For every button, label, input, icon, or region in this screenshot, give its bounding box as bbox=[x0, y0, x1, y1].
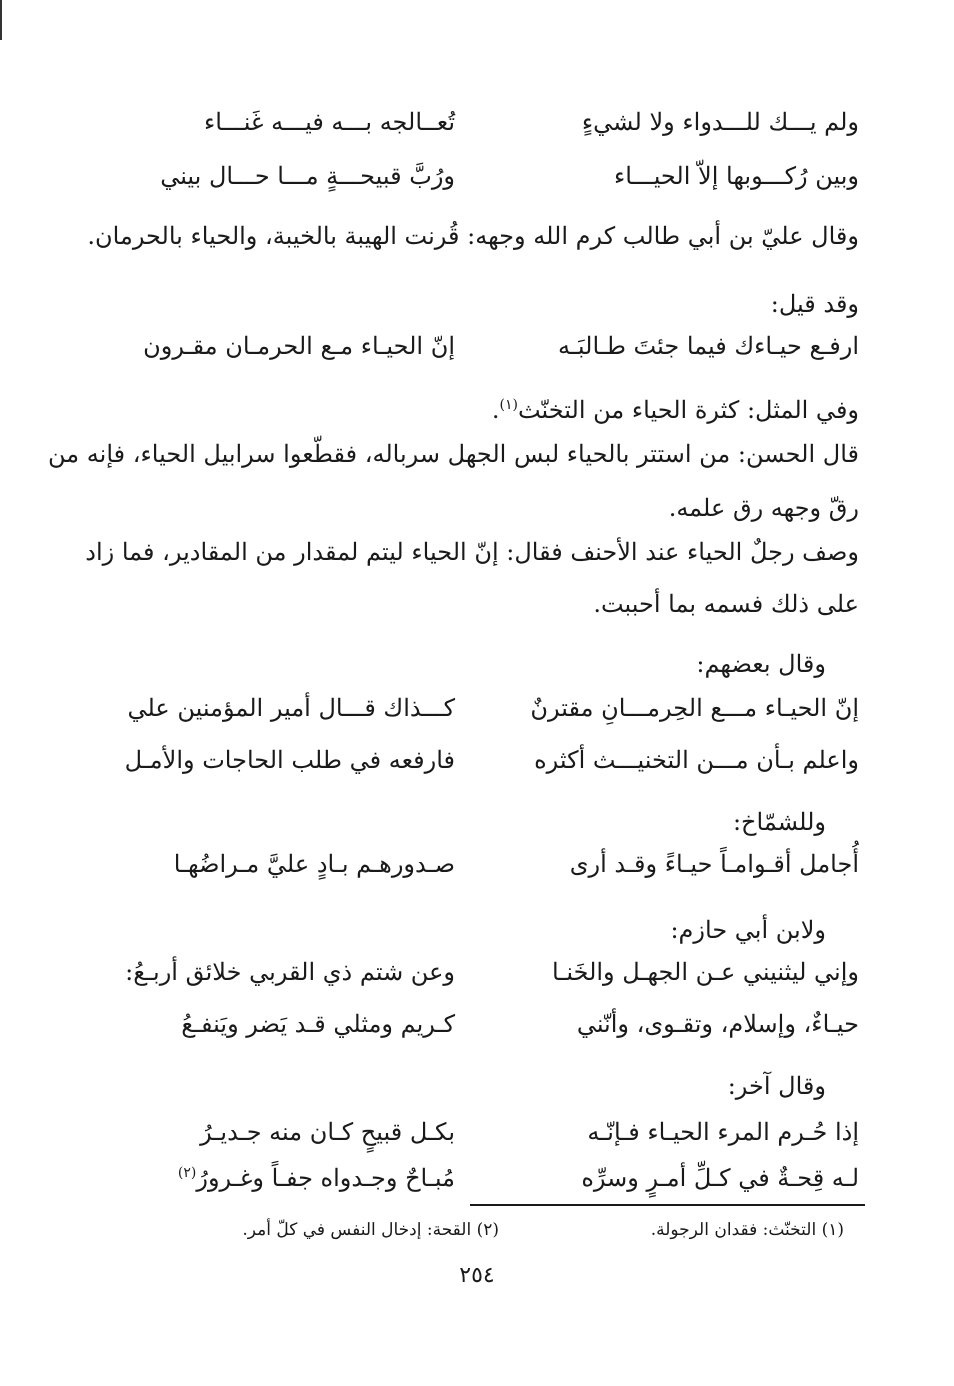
proverb-line: وفي المثل: كثرة الحياء من التخنّث$^{(١)}$. bbox=[491, 396, 859, 424]
verse-second-hemistich: بكـل قبيحٍ كـان منه جـديـرُ bbox=[200, 1118, 455, 1146]
verse-first-hemistich: وإني ليثنيني عـن الجهـل والخَنـا bbox=[552, 958, 859, 986]
hasan-quote-line2: رقّ وجهه رق علمه. bbox=[668, 494, 859, 522]
verse-first-hemistich: أُجامل أقـوامـاً حيـاءً وقـد أرى bbox=[569, 850, 859, 878]
ahnaf-quote-line2: على ذلك فسمه بما أحببت. bbox=[593, 590, 859, 618]
hasan-quote-line1: قال الحسن: من استتر بالحياء لبس الجهل سرباله، فقطّعوا سرابيل الحياء، فإنه من bbox=[48, 440, 859, 468]
verse-line bbox=[100, 1112, 859, 1152]
verse-first-hemistich: ولم يـــك للـــدواء ولا لشيءٍ bbox=[581, 108, 859, 136]
verse-second-hemistich: صـدورهـم بـادٍ عليَّ مـراضُهـا bbox=[173, 850, 455, 878]
verse-first-hemistich: إنّ الحيـاء مـــع الحِرمـــانِ مقترنٌ bbox=[530, 694, 859, 722]
section-label: وللشمّاخ: bbox=[732, 808, 826, 836]
verse-first-hemistich: إذا حُـرم المرء الحيـاء فـإنّـه bbox=[587, 1118, 859, 1146]
verse-line bbox=[100, 156, 859, 196]
verse-line bbox=[100, 1004, 859, 1044]
verse-line bbox=[100, 688, 859, 728]
ali-quote: وقال عليّ بن أبي طالب كرم الله وجهه: قُرنت الهيبة بالخيبة، والحياء بالحرمان. bbox=[87, 222, 859, 250]
ahnaf-quote-line1: وصف رجلٌ الحياء عند الأحنف فقال: إنّ الحياء ليتم لمقدار من المقادير، فما زاد bbox=[85, 538, 859, 566]
verse-second-hemistich: فارفعه في طلب الحاجات والأمـل bbox=[124, 746, 455, 774]
verse-second-hemistich: وعن شتم ذي القربي خلائق أربـعُ: bbox=[125, 958, 455, 986]
verse-first-hemistich: واعلم بـأن مـــن التخنيـــث أكثره bbox=[534, 746, 859, 774]
verse-line bbox=[100, 1158, 859, 1198]
footnote-ref: (١) bbox=[499, 397, 518, 413]
hemistich-text: مُبـاحٌ وجـدواه جفـاً وغـرورُ bbox=[196, 1164, 455, 1192]
verse-first-hemistich: لـه قِحـةٌ في كـلِّ أمـرٍ وسرِّه bbox=[581, 1164, 859, 1192]
verse-line bbox=[100, 844, 859, 884]
verse-second-hemistich: إنّ الحيـاء مـع الحرمـان مقـرون bbox=[143, 332, 455, 360]
verse-second-hemistich: كـريم ومثلي قـد يَضر ويَنفـعُ bbox=[181, 1010, 455, 1038]
verse-second-hemistich bbox=[135, 1158, 455, 1198]
section-label: ولابن أبي حازم: bbox=[670, 916, 826, 944]
verse-second-hemistich: تُعــالجه بـــه فيـــه غَنـــاء bbox=[204, 108, 455, 136]
verse-line bbox=[100, 102, 859, 142]
section-label: وقال بعضهم: bbox=[696, 650, 826, 678]
footnote-2: (٢) القحة: إدخال النفس في كلّ أمر. bbox=[242, 1220, 499, 1240]
page-edge-mark bbox=[0, 0, 2, 40]
verse-line bbox=[100, 326, 859, 366]
verse-first-hemistich: حيـاءٌ، وإسلام، وتقـوى، وأنّني bbox=[576, 1010, 859, 1038]
verse-second-hemistich: كـــذاك قـــال أمير المؤمنين علي bbox=[127, 694, 455, 722]
verse-line bbox=[100, 952, 859, 992]
footnote-ref: (٢) bbox=[177, 1165, 197, 1181]
section-label: وقال آخر: bbox=[727, 1072, 826, 1100]
section-label: وقد قيل: bbox=[770, 290, 859, 318]
footnote-1: (١) التخنّث: فقدان الرجولة. bbox=[650, 1220, 844, 1240]
verse-line bbox=[100, 740, 859, 780]
page-number: ٢٥٤ bbox=[459, 1263, 495, 1288]
footnote-divider bbox=[470, 1204, 865, 1206]
verse-first-hemistich: وبين رُكـــوبها إلاّ الحيـــاء bbox=[614, 162, 859, 190]
proverb-text: وفي المثل: كثرة الحياء من التخنّث bbox=[517, 396, 859, 424]
verse-second-hemistich: ورُبَّ قبيحـــةٍ مـــا حـــال بيني bbox=[160, 162, 455, 190]
verse-first-hemistich: ارفـع حيـاءك فيما جئتَ طـالبَـه bbox=[558, 332, 859, 360]
